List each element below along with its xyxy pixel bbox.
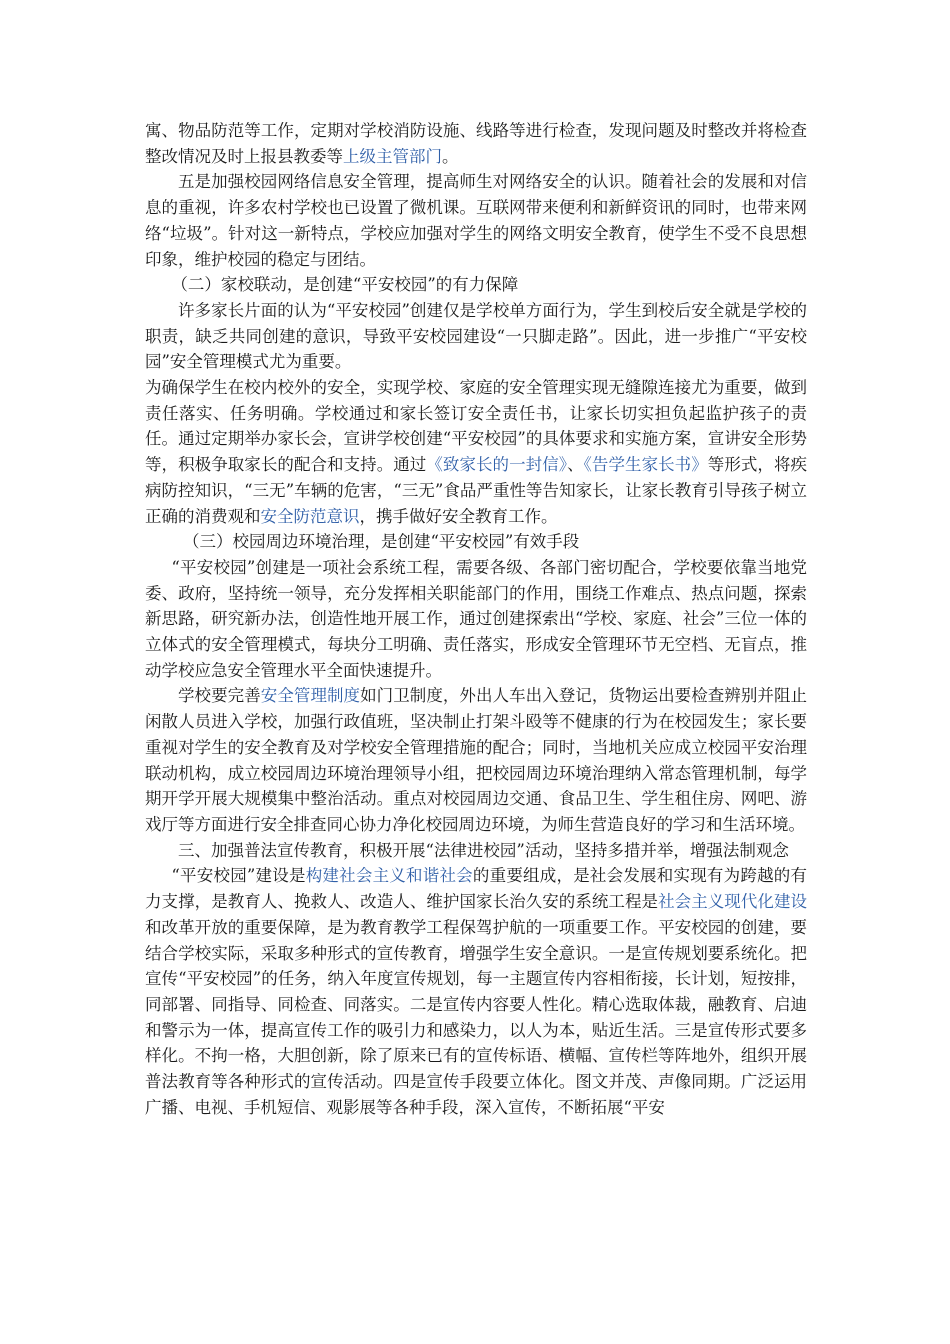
paragraph-7-text-b: 的重要组成，是社会发展和实现有为跨越的有力支撑，是教育人、挽救人、改造人、维护国家长治久安的系统工程是 [145, 866, 808, 912]
link-socialist-modernization[interactable]: 社会主义现代化建设 [658, 892, 808, 912]
paragraph-6-text-a: 学校要完善 [178, 686, 261, 706]
link-harmonious-society[interactable]: 构建社会主义和谐社会 [305, 866, 473, 886]
paragraph-1-text-b: 。 [442, 146, 459, 166]
link-notice-to-parents[interactable]: 《告学生家长书》 [583, 455, 708, 475]
paragraph-2: 五是加强校园网络信息安全管理，提高师生对网络安全的认识。随着社会的发展和对信息的重视，许多农村学校也已设置了微机课。互联网带来便利和新鲜资讯的同时，也带来网络“垃圾”。针对这一新特点，学校应加强对学生的网络文明安全教育，使学生不受不良思想印象，维护校园的稳定与团结。 [145, 172, 807, 269]
link-safety-awareness[interactable]: 安全防范意识 [260, 506, 360, 526]
paragraph-6 [145, 683, 807, 837]
link-superior-department[interactable]: 上级主管部门 [343, 146, 442, 166]
paragraph-4 [145, 375, 807, 529]
paragraph-1-text-a: 寓、物品防范等工作，定期对学校消防设施、线路等进行检查，发现问题及时整改并将检查整改情况及时上报县教委等 [145, 121, 807, 166]
section-heading-4: 三、加强普法宣传教育，积极开展“法律进校园”活动，坚持多措并举，增强法制观念 [178, 840, 789, 860]
paragraph-7-text-a: “平安校园”建设是 [171, 866, 306, 886]
link-safety-management-system[interactable]: 安全管理制度 [260, 686, 361, 706]
paragraph-4-text-a: 为确保学生在校内校外的安全，实现学校、家庭的安全管理实现无缝隙连接尤为重要，做到责任落实、任务明确。学校通过和家长签订安全责任书，让家长切实担负起监护孩子的责任。通过定期举办家长会，宣讲学校创建“平安校园”的具体要求和实施方案，宣讲安全形势等，积极争取家长的配合和支持。通过 [145, 378, 807, 475]
paragraph-7 [145, 863, 807, 1120]
section-heading-2: （二）家校联动，是创建“平安校园”的有力保障 [171, 275, 519, 295]
paragraph-4-text-c: 等形式，将疾病防控知识，“三无”车辆的危害，“三无”食品严重性等告知家长，让家长教育引导孩子树立正确的消费观和 [145, 455, 808, 526]
paragraph-6-text-b: 如门卫制度，外出人车出入登记，货物运出要检查辨别并阻止闲散人员进入学校，加强行政值班，坚决制止打架斗殴等不健康的行为在校园发生；家长要重视对学生的安全教育及对学校安全管理措施的配合；同时，当地机关应成立校园平安治理联动机构，成立校园周边环境治理领导小组，把校园周边环境治理纳入常态管理机制，每学期开学开展大规模集中整治活动。重点对校园周边交通、食品卫生、学生租住房、网吧、游戏厅等方面进行安全排查同心协力净化校园周边环境，为师生营造良好的学习和生活环境。 [145, 686, 808, 834]
paragraph-4-text-b: 、 [567, 455, 584, 475]
link-letter-to-parents[interactable]: 《致家长的一封信》 [426, 455, 568, 475]
paragraph-3: 许多家长片面的认为“平安校园”创建仅是学校单方面行为，学生到校后安全就是学校的职责，缺乏共同创建的意识，导致平安校园建设“一只脚走路”。因此，进一步推广“平安校园”安全管理模式尤为重要。 [145, 300, 807, 372]
paragraph-1 [145, 118, 807, 169]
paragraph-5: “平安校园”创建是一项社会系统工程，需要各级、各部门密切配合，学校要依靠当地党委、政府，坚持统一领导，充分发挥相关职能部门的作用，围绕工作难点、热点问题，探索新思路，研究新办法，创造性地开展工作，通过创建探索出“学校、家庭、社会”三位一体的立体式的安全管理模式，每块分工明确、责任落实，形成安全管理环节无空档、无盲点，推动学校应急安全管理水平全面快速提升。 [145, 557, 807, 680]
paragraph-4-text-d: ，携手做好安全教育工作。 [359, 506, 558, 526]
section-heading-3: （三）校园周边环境治理，是创建“平安校园”有效手段 [182, 532, 580, 552]
document-body [145, 118, 807, 1120]
paragraph-7-text-c: 和改革开放的重要保障，是为教育教学工程保驾护航的一项重要工作。平安校园的创建，要结合学校实际，采取多种形式的宣传教育，增强学生安全意识。一是宣传规划要系统化。把宣传“平安校园”的任务，纳入年度宣传规划，每一主题宣传内容相衔接，长计划，短按排，同部署、同指导、同检查、同落实。二是宣传内容要人性化。精心选取体裁，融教育、启迪和警示为一体，提高宣传工作的吸引力和感染力，以人为本，贴近生活。三是宣传形式要多样化。不拘一格，大胆创新，除了原来已有的宣传标语、横幅、宣传栏等阵地外，组织开展普法教育等各种形式的宣传活动。四是宣传手段要立体化。图文并茂、声像同期。广泛运用广播、电视、手机短信、观影展等各种手段，深入宣传，不断拓展“平安 [145, 917, 807, 1117]
